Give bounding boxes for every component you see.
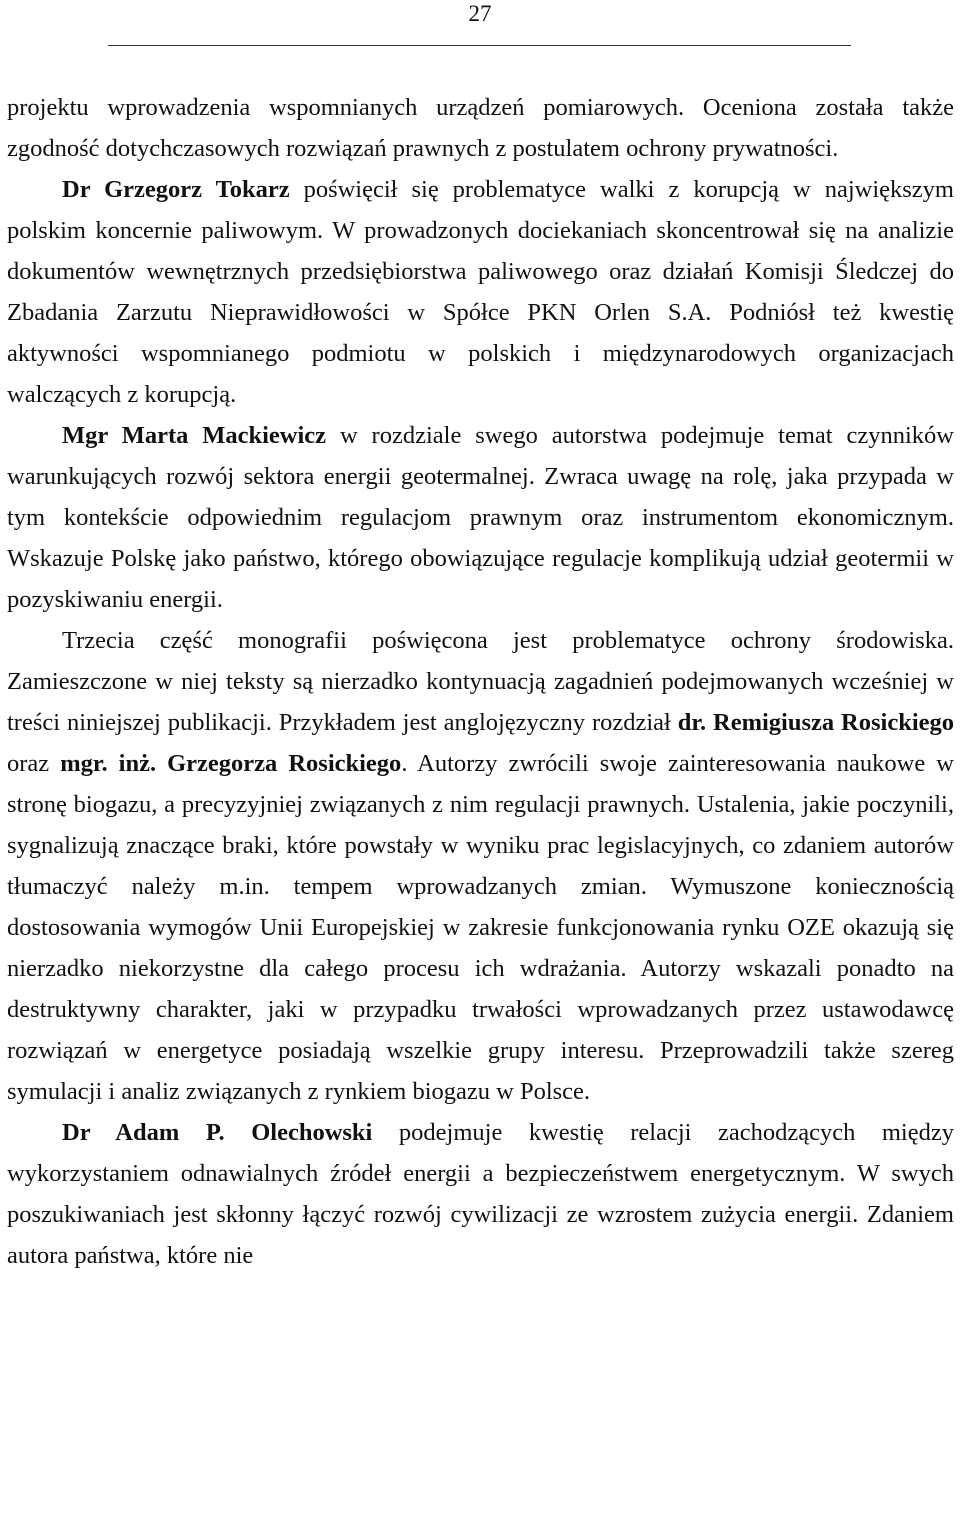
text-run: w rozdziale swego autorstwa podejmuje temat czynników warunkujących rozwój sektora energii geotermalnej. Zwraca uwagę na rolę, jaka przypada w tym kontekście odpowiednim regulacjom prawnym oraz instrumentom ekonomicznym. Wskazuje Polskę jako państwo, którego obowiązujące regulacje komplikują udział geotermii w pozyskiwaniu energii.: [7, 422, 954, 613]
text-run: projektu wprowadzenia wspomnianych urządzeń pomiarowych. Oceniona została także zgodność dotychczasowych rozwiązań prawnych z postulatem ochrony prywatności.: [7, 94, 954, 162]
paragraph: [7, 415, 954, 620]
text-run: podejmuje kwestię relacji zachodzących między wykorzystaniem odnawialnych źródeł energii a bezpieczeństwem energetycznym. W swych poszukiwaniach jest skłonny łączyć rozwój cywilizacji ze wzrostem zużycia energii. Zdaniem autora państwa, które nie: [7, 1119, 954, 1269]
paragraph: [7, 87, 954, 169]
text-run: . Autorzy zwrócili swoje zainteresowania naukowe w stronę biogazu, a precyzyjniej związanych z nim regulacji prawnych. Ustalenia, jakie poczynili, sygnalizują znaczące braki, które powstały w wyniku prac legislacyjnych, co zdaniem autorów tłumaczyć należy m.in. tempem wprowadzanych zmian. Wymuszone koniecznością dostosowania wymogów Unii Europejskiej w zakresie funkcjonowania rynku OZE okazują się nierzadko niekorzystne dla całego procesu ich wdrażania. Autorzy wskazali ponadto na destruktywny charakter, jaki w przypadku trwałości wprowadzanych przez ustawodawcę rozwiązań w energetyce posiadają wszelkie grupy interesu. Przeprowadzili także szereg symulacji i analiz związanych z rynkiem biogazu w Polsce.: [7, 750, 954, 1105]
author-name: Dr Adam P. Olechowski: [62, 1119, 373, 1146]
text-run: Trzecia część monografii poświęcona jest problematyce ochrony środowiska. Zamieszczone w niej teksty są nierzadko kontynuacją zagadnień podejmowanych wcześniej w treści niniejszej publikacji. Przykładem jest anglojęzyczny rozdział: [7, 627, 954, 736]
paragraph: [7, 1112, 954, 1276]
paragraph: [7, 620, 954, 1112]
header-rule: [108, 45, 851, 46]
page-number: 27: [468, 1, 492, 26]
author-name: mgr. inż. Grzegorza Rosickiego: [60, 750, 402, 777]
text-run: oraz: [7, 750, 61, 777]
document-body: [7, 87, 954, 1276]
author-name: dr. Remigiusza Rosickiego: [677, 709, 955, 736]
author-name: Dr Grzegorz Tokarz: [62, 176, 290, 203]
author-name: Mgr Marta Mackiewicz: [62, 422, 327, 449]
paragraph: [7, 169, 954, 415]
text-run: poświęcił się problematyce walki z korupcją w największym polskim koncernie paliwowym. W prowadzonych dociekaniach skoncentrował się na analizie dokumentów wewnętrznych przedsiębiorstwa paliwowego oraz działań Komisji Śledczej do Zbadania Zarzutu Nieprawidłowości w Spółce PKN Orlen S.A. Podniósł też kwestię aktywności wspomnianego podmiotu w polskich i międzynarodowych organizacjach walczących z korupcją.: [7, 176, 954, 408]
